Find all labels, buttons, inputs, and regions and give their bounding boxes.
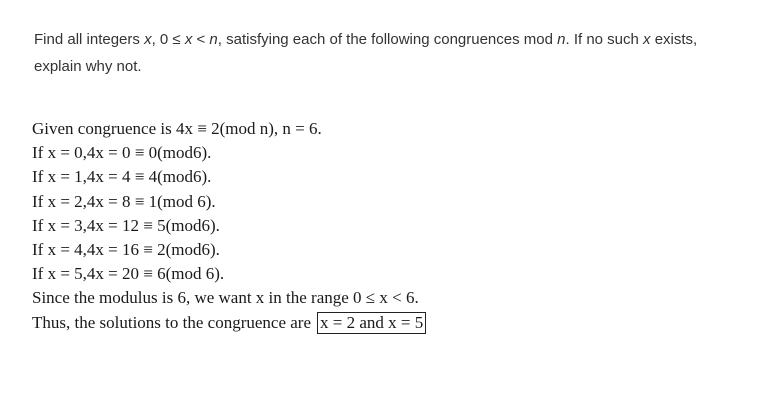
question-part-4: , satisfying each of the following congruences mod (217, 31, 558, 48)
solution-block (32, 117, 732, 335)
question-part-6: exists, explain why not. (34, 31, 698, 75)
solution-line-given: Given congruence is 4x ≡ 2(mod n), n = 6. (32, 119, 322, 138)
question-part-1: Find all integers (34, 31, 145, 48)
solution-line-x1: If x = 1,4x = 4 ≡ 4(mod6). (32, 167, 212, 187)
solution-line-x4: If x = 4,4x = 16 ≡ 2(mod6). (32, 239, 220, 259)
solution-line-x3: If x = 3,4x = 12 ≡ 5(mod6). (32, 215, 220, 235)
variable-x: x (144, 31, 152, 48)
question-text (34, 26, 734, 80)
variable-n: n (557, 31, 566, 48)
question-part-5: . If no such (565, 31, 644, 48)
question-part-3: < (192, 31, 210, 48)
solution-conclusion (32, 311, 732, 335)
boxed-answer: x = 2 and x = 5 (317, 312, 426, 334)
variable-n: n (209, 31, 218, 48)
solution-line-range: Since the modulus is 6, we want x in the range 0 ≤ x < 6. (32, 288, 419, 308)
solution-line-x2: If x = 2,4x = 8 ≡ 1(mod 6). (32, 191, 216, 211)
variable-x: x (184, 31, 193, 48)
question-part-2: , 0 ≤ (151, 31, 185, 48)
solution-line-x0: If x = 0,4x = 0 ≡ 0(mod6). (32, 143, 212, 163)
conclusion-text: Thus, the solutions to the congruence are (32, 312, 312, 332)
solution-line-x5: If x = 5,4x = 20 ≡ 6(mod 6). (32, 264, 225, 284)
variable-x: x (643, 31, 651, 48)
